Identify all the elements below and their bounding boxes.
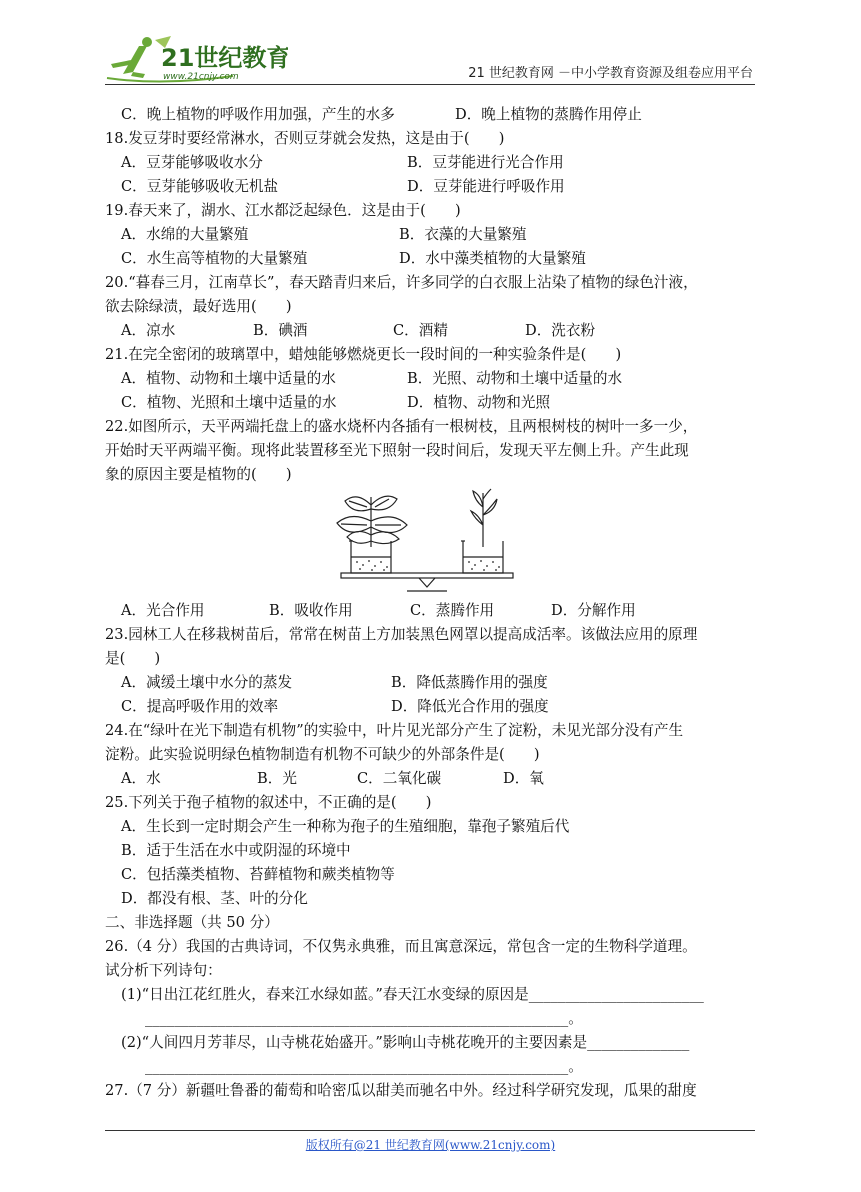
option-d: D．豆芽能进行呼吸作用 bbox=[407, 178, 565, 195]
logo-text: 21世纪教育 bbox=[161, 44, 288, 72]
option-a: A．光合作用 bbox=[121, 602, 205, 619]
question-21: 21.在完全密闭的玻璃罩中，蜡烛能够燃烧更长一段时间的一种实验条件是( ) bbox=[105, 346, 622, 363]
option-b: B．衣藻的大量繁殖 bbox=[399, 226, 527, 243]
option-d: D．分解作用 bbox=[551, 602, 636, 619]
option-b: B．光照、动物和土壤中适量的水 bbox=[407, 370, 623, 387]
question-27: 27.（7 分）新疆吐鲁番的葡萄和哈密瓜以甜美而驰名中外。经过科学研究发现，瓜果的甜度 bbox=[105, 1082, 697, 1099]
q25-option-d: D．都没有根、茎、叶的分化 bbox=[121, 890, 308, 907]
option-d: D．洗衣粉 bbox=[525, 322, 596, 339]
option-d: D．晚上植物的蒸腾作用停止 bbox=[455, 106, 642, 123]
question-23-line1: 23.园林工人在移栽树苗后，常常在树苗上方加装黑色网罩以提高成活率。该做法应用的原理 bbox=[105, 626, 698, 643]
option-c: C．水生高等植物的大量繁殖 bbox=[121, 250, 308, 267]
option-c: C．晚上植物的呼吸作用加强，产生的水多 bbox=[121, 106, 395, 123]
q19-options-cd bbox=[105, 247, 757, 271]
option-b: B．豆芽能进行光合作用 bbox=[407, 154, 564, 171]
option-c: C．豆芽能够吸收无机盐 bbox=[121, 178, 279, 195]
question-26-line2: 试分析下列诗句： bbox=[105, 962, 222, 979]
q17-options-cd bbox=[105, 103, 757, 127]
option-a: A．减缓土壤中水分的蒸发 bbox=[121, 674, 293, 691]
q23-options-cd bbox=[105, 695, 757, 719]
option-d: D．水中藻类植物的大量繁殖 bbox=[399, 250, 586, 267]
option-b: B．降低蒸腾作用的强度 bbox=[391, 674, 548, 691]
balance-figure bbox=[105, 487, 757, 599]
q26-part2: (2)“人间四月芳菲尽，山寺桃花始盛开。”影响山寺桃花晚开的主要因素是______________ bbox=[121, 1034, 690, 1051]
question-26-line1: 26.（4 分）我国的古典诗词，不仅隽永典雅，而且寓意深远，常包含一定的生物科学道理。 bbox=[105, 938, 697, 955]
question-20-line1: 20.“暮春三月，江南草长”，春天踏青归来后，许多同学的白衣服上沾染了植物的绿色汁液， bbox=[105, 274, 698, 291]
option-a: A．植物、动物和土壤中适量的水 bbox=[121, 370, 336, 387]
question-20-line2: 欲去除绿渍，最好选用( ) bbox=[105, 298, 292, 315]
option-c: C．蒸腾作用 bbox=[410, 602, 495, 619]
q22-options bbox=[105, 599, 757, 623]
option-c: C．提高呼吸作用的效率 bbox=[121, 698, 279, 715]
section-2-heading: 二、非选择题（共 50 分） bbox=[105, 914, 279, 931]
option-a: A．凉水 bbox=[121, 322, 176, 339]
option-d: D．氧 bbox=[503, 770, 544, 787]
q25-option-b: B．适于生活在水中或阴湿的环境中 bbox=[121, 842, 351, 859]
q25-option-c: C．包括藻类植物、苔藓植物和蕨类植物等 bbox=[121, 866, 395, 883]
q26-part1: (1)“日出江花红胜火，春来江水绿如蓝。”春天江水变绿的原因是________________________ bbox=[121, 986, 704, 1003]
question-22-line1: 22.如图所示，天平两端托盘上的盛水烧杯内各插有一根树枝，且两根树枝的树叶一多一少， bbox=[105, 418, 698, 435]
footer-divider bbox=[105, 1130, 755, 1131]
q21-options-cd bbox=[105, 391, 757, 415]
q26-part1-blank: __________________________________________________________。 bbox=[145, 1010, 583, 1027]
option-a: A．水绵的大量繁殖 bbox=[121, 226, 249, 243]
q18-options-ab bbox=[105, 151, 757, 175]
option-d: D．植物、动物和光照 bbox=[407, 394, 551, 411]
balance-plants-illustration-icon bbox=[327, 487, 527, 597]
option-c: C．植物、光照和土壤中适量的水 bbox=[121, 394, 337, 411]
q19-options-ab bbox=[105, 223, 757, 247]
q25-option-a: A．生长到一定时期会产生一种称为孢子的生殖细胞，靠孢子繁殖后代 bbox=[121, 818, 570, 835]
logo-url: www.21cnjy.com bbox=[163, 72, 239, 82]
q26-part2-blank: __________________________________________________________。 bbox=[145, 1058, 583, 1075]
question-22-line2: 开始时天平两端平衡。现将此装置移至光下照射一段时间后，发现天平左侧上升。产生此现 bbox=[105, 442, 689, 459]
question-22-line3: 象的原因主要是植物的( ) bbox=[105, 466, 292, 483]
option-c: C．酒精 bbox=[393, 322, 448, 339]
option-a: A．豆芽能够吸收水分 bbox=[121, 154, 263, 171]
question-19: 19.春天来了，湖水、江水都泛起绿色．这是由于( ) bbox=[105, 202, 461, 219]
question-25: 25.下列关于孢子植物的叙述中，不正确的是( ) bbox=[105, 794, 432, 811]
option-c: C．二氧化碳 bbox=[357, 770, 442, 787]
header-site-label: 21 世纪教育网 －中小学教育资源及组卷应用平台 bbox=[468, 66, 753, 81]
q18-options-cd bbox=[105, 175, 757, 199]
q23-options-ab bbox=[105, 671, 757, 695]
option-a: A．水 bbox=[121, 770, 161, 787]
question-24-line1: 24.在“绿叶在光下制造有机物”的实验中，叶片见光部分产生了淀粉，未见光部分没有产生 bbox=[105, 722, 684, 739]
option-b: B．碘酒 bbox=[253, 322, 308, 339]
question-23-line2: 是( ) bbox=[105, 650, 161, 667]
site-logo bbox=[103, 34, 288, 84]
option-d: D．降低光合作用的强度 bbox=[391, 698, 549, 715]
runner-logo-icon bbox=[103, 34, 288, 84]
header-divider bbox=[105, 84, 755, 85]
q21-options-ab bbox=[105, 367, 757, 391]
question-18: 18.发豆芽时要经常淋水，否则豆芽就会发热，这是由于( ) bbox=[105, 130, 505, 147]
q24-options bbox=[105, 767, 757, 791]
option-b: B．吸收作用 bbox=[269, 602, 353, 619]
option-b: B．光 bbox=[257, 770, 297, 787]
q20-options bbox=[105, 319, 757, 343]
footer-copyright-link[interactable]: 版权所有@21 世纪教育网(www.21cnjy.com) bbox=[305, 1138, 556, 1152]
question-24-line2: 淀粉。此实验说明绿色植物制造有机物不可缺少的外部条件是( ) bbox=[105, 746, 540, 763]
document-body bbox=[105, 103, 757, 1103]
